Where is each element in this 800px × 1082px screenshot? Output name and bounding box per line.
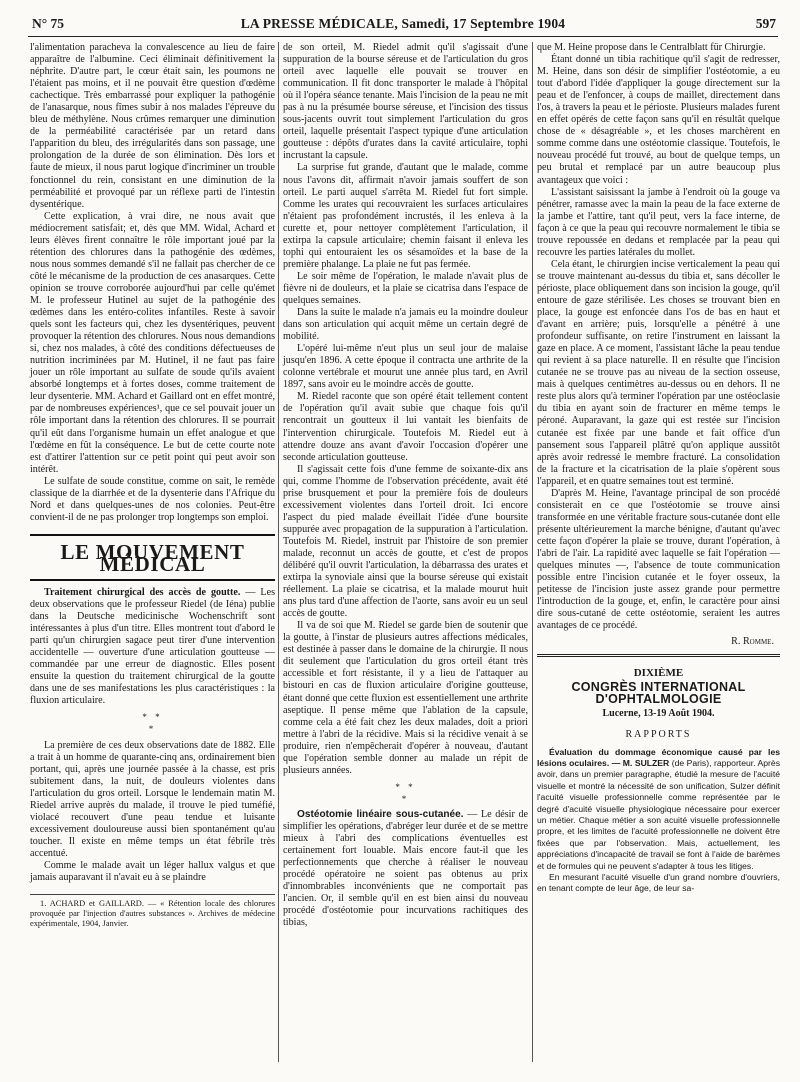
paragraph: La première de ces deux observations date de 1882. Elle a trait à un homme de quarante-cinq ans, ordinairement bien portant, qui, après une journée passée à la chasse, est pris subitement dans, la nuit, de douleurs violentes dans l'articulation du gros orteil. Lorsque le lendemain matin M. Riedel arrive auprès du malade, il trouve le pied tuméfié, violacé recouvert d'une peau tendue et luisante excessivement douloureuse aussi bien spontanément qu'au toucher. Il existe en même temps un état fébrile très accentué. (30, 739, 275, 859)
column-2 (283, 42, 528, 929)
article-title: Ostéotomie linéaire sous-cutanée. (297, 808, 464, 820)
report-text: (de Paris), rapporteur. Après avoir, dans un premier paragraphe, étudié la mesure de l'acuité visuelle et montré la nécessité de son unification, Sulzer définit l'acuité visuelle professionnelle comme représentée par le degré d'acuité visuelle physiologique nécessaire pour exercer un métier. Chaque métier a son acuité visuelle professionnelle propre, et les limites de l'acuité professionnelle ne doivent être fixées que par l'observation. Mais, actuellement, les appréciations d'incapacité de travail se font à l'aide de barèmes et de formules qui ne peuvent s'adapter à tous les litiges. (537, 757, 780, 871)
congress-number: DIXIÈME (633, 667, 684, 680)
paragraph: D'après M. Heine, l'avantage principal de son procédé consisterait en ce que l'ostéotomie se trouve ainsi transformée en une véritable fracture sous-cutanée dont elle présente ultérieurement la marche bénigne, d'autant qu'avec cette façon d'opérer la plaie se trouve, durant l'opération, à l'abri de l'air. La rapidité avec laquelle se fait l'opération — quelques minutes —, l'absence de toute communication possible entre l'incision cutanée et le foyer osseux, la petitesse de l'incision juste assez grande pour permettre l'introduction de la gouge, et, enfin, le caractère pour ainsi dire sous-cutané de cette ostéotomie, seraient les autres avantages de ce procédé. (537, 487, 780, 632)
paragraph: Cela étant, le chirurgien incise verticalement la peau qui se trouve maintenant au-dessus du tibia et, sans décoller le périoste, place obliquement dans son incision la gouge, qu'il entoure de gaze stérilisée. Les choses se trouvant bien en place, la gouge est enfoncée dans l'os de bas en haut et d'avant en arrière; puis, lorsqu'elle a pénétré à une profondeur suffisante, on retire l'instrument en laissant la gaze en place. A ce moment, l'assistant lâche la peau tendue qui revient à sa place naturelle. Il en résulte que l'incision cutanée ne se trouve pas au niveau de la section osseuse, mais à quelques centimètres au-dessus ou en dehors. Il ne reste plus alors qu'à terminer l'opération par une ostéoclasie du tibia en ayant soin de fracturer en même temps le péroné. Auparavant, la gaze qui est restée sur l'incision cutanée est fixée par une bande et fait office d'un pansement sous l'appareil plâtré qu'on applique aussitôt après avoir redressé le membre fracturé. La consolidation de la fracture et la cicatrisation de la plaie s'opèrent sous l'appareil, et en quatre semaines tout est terminé. (537, 258, 780, 487)
column-divider (532, 42, 533, 1062)
report-block (537, 747, 780, 895)
paragraph: que M. Heine propose dans le Centralblatt für Chirurgie. (537, 42, 766, 53)
paragraph: Dans la suite le malade n'a jamais eu la moindre douleur dans son articulation qui acquit même un certain degré de mobilité. (283, 307, 528, 343)
journal-title (28, 16, 778, 32)
paragraph: Étant donné un tibia rachitique qu'il s'agit de redresser, M. Heine, dans son désir de simplifier l'ostéotomie, a eu tout d'abord l'idée d'appliquer la gouge directement sur la peau et de l'enfoncer, à coups de maillet, directement dans l'os, à travers la peau et le périoste. Plusieurs malades furent en effet opérés de cette façon sans qu'il en résultât quelque chose de « désagréable », et les choses marchèrent en somme comme dans une ostéotomie classique. Toutefois, le nouveau procédé fut trouvé, au bout de quelque temps, un peu brutal et remplacé par un autre beaucoup plus avantageux que voici : (537, 54, 780, 186)
section-title: LE MOUVEMENT MÉDICAL (30, 534, 275, 581)
paragraph: Cette explication, à vrai dire, ne nous avait que médiocrement satisfait; et, dès que MM. Widal, Achard et leurs élèves firent connaître le rôle important joué par la rétention des chlorures dans la pathogénie des œdèmes, nous nous sommes demandé s'il ne fallait pas chercher de ce côté le mécanisme de la production de ces anasarques. Cette opinion se trouve corroborée aujourd'hui par celle qu'émet M. le professeur Hutinel au sujet de la pathogénie des œdèmes dans les entéro-colites infantiles. Reste à savoir quels sont les facteurs qui, chez les dysentériques, peuvent provoquer la rétention des chlorures. Nous nous demandions si, chez nos malades, à côté des conditions défectueuses de nutrition incriminées par M. Hutinel, il ne faut pas faire jouer un rôle important au sulfate de soude qu'ils avaient absorbé longtemps et à fortes doses, comme traitement de leur dysenterie. MM. Achard et Gaillard ont en effet montré, par de nombreuses expériences¹, que ce sel pouvait jouer un rôle important dans la rétention des chlorures. Il se pourrait qu'il eût dans l'organisme humain un effet analogue et que l'œdème en fût la conséquence. Le but de cette courte note est d'attirer l'attention sur ce petit point qui peut avoir son intérêt. (30, 210, 276, 475)
paragraph: M. Riedel raconte que son opéré était tellement content de l'opération qu'il avait subie que chaque fois qu'il rencontrait un goutteux il lui vantait les bienfaits de l'intervention chirurgicale. Toutefois M. Riedel eut à attendre douze ans avant d'avoir l'occasion d'opérer une seconde articulation goutteuse. (283, 391, 528, 463)
report-paragraph (537, 747, 780, 872)
paragraph: Le soir même de l'opération, le malade n'avait plus de fièvre ni de douleurs, et la plaie se cicatrisa dans l'espace de quelques semaines. (283, 270, 528, 306)
column-divider (278, 42, 279, 1062)
author-signature: R. Romme. (731, 636, 774, 648)
paragraph: de son orteil, M. Riedel admit qu'il s'agissait d'une suppuration de la bourse séreuse et de l'articulation du gros orteil avec laquelle elle pouvait se trouver en communication. Il fit donc transporter le malade à l'hôpital où il l'opéra séance tenante. Mais l'incision de la peau ne mit pas à nu la présumée bourse séreuse, et l'incision des tissus sous-jacents ouvrit tout simplement l'articulation du gros orteil, laquelle présentait l'aspect typique d'une articulation goutteuse : dépôts d'urates dans la cavité articulaire, tophi incrustant la capsule. (283, 42, 528, 162)
paragraph: La surprise fut grande, d'autant que le malade, comme nous l'avons dit, affirmait n'avoir jamais souffert de son orteil. Le parti auquel s'arrêta M. Riedel fut fort simple. Comme les urates qui recouvraient les surfaces articulaires n'étaient pas profondément incrustés, il les enleva à la curette et, pour nettoyer complètement l'articulation, il extirpa la capsule articulaire; chemin faisant il enleva les tophi qui entouraient les os sésamoïdes et la base de la première phalange. La plaie ne fut pas fermée. (283, 162, 528, 270)
subsection-title: RAPPORTS (625, 728, 692, 740)
page-number: 597 (755, 16, 776, 31)
report-title: Évaluation du dommage économique causé par les lésions oculaires. — M. SULZER (537, 746, 780, 768)
article-text: — Les deux observations que le professeur Riedel (de Iéna) publie dans la Deutsche medicinische Wochenschrift sont intéressantes à plus d'un titre. Elles montrent tout d'abord le parti qu'un chirurgien sagace peut tirer d'une intervention accidentelle — ouverture d'une articulation goutteuse — commandée par une erreur de diagnostic. Elles posent ensuite la question du traitement chirurgical de la goutte dans une de ses manifestations les plus caractéristiques : la fluxion articulaire. (30, 586, 275, 707)
paragraph: Il va de soi que M. Riedel se garde bien de soutenir que la goutte, à l'instar de plusieurs autres affections médicales, est destinée à passer dans le domaine de la chirurgie. Il nous dit seulement que l'articulation du gros orteil étant très accessible et fort résistante, il y a lieu de l'attaquer au bistouri en cas de fluxion articulaire d'origine goutteuse, étant donné que cette fluxion est essentiellement une arthrite aseptique. Il pense même que l'ablation de la capsule, comme cela a été fait chez les deux malades, doit a priori mettre à l'abri de la récidive. Mais si la récidive venait à se produire, rien n'empêcherait d'opérer à nouveau, d'autant que l'opération semble donner au malade un répit de plusieurs années. (283, 620, 528, 776)
congress-title: CONGRÈS INTERNATIONAL D'OPHTALMOLOGIE (571, 680, 746, 707)
column-3 (537, 42, 780, 895)
footnote: 1. ACHARD et GAILLARD. — « Rétention locale des chlorures provoquée par l'injection d'autres substances ». Archives de médecine expérimentale, 1904, Janvier. (30, 894, 275, 929)
section-separator: * * * (395, 781, 416, 804)
paragraph: L'opéré lui-même n'eut plus un seul jour de malaise jusqu'en 1896. A cette époque il contracta une arthrite de la colonne vertébrale et mourut une année plus tard, en Avril 1897, sans avoir eu le moindre accès de goutte. (283, 343, 528, 391)
header-rule (28, 36, 778, 37)
article-text: — Le désir de simplifier les opérations, d'abréger leur durée et de se mettre mieux à l'abri des complications éventuelles est certainement fort louable. Mais encore faut-il que les perfectionnements que cherche à réaliser le nouveau procédé opératoire ne soient pas obtenus au prix d'innombrables inconvénients que ne comportait pas l'ancien. Or, il semble qu'il en est bien ainsi du nouveau procédé d'ostéotomie pour incurvations rachitiques des tibias, (283, 808, 528, 929)
paragraph: Comme le malade avait un léger hallux valgus et que jamais auparavant il n'avait eu à se plaindre (30, 860, 275, 884)
congress-date: Lucerne, 13-19 Août 1904. (602, 708, 715, 720)
article-paragraph (283, 809, 528, 929)
report-paragraph: En mesurant l'acuité visuelle d'un grand nombre d'ouvriers, en tenant compte de leur âge, de leur sa- (537, 872, 780, 894)
article-paragraph (30, 587, 275, 707)
paragraph: Le sulfate de soude constitue, comme on sait, le remède classique de la diarrhée et de la dysenterie dans l'Afrique du Nord et dans quelques-unes de nos colonies. Peut-être convient-il de ne pas prolonger trop longtemps son emploi. (30, 475, 275, 523)
paragraph: L'assistant saisissant la jambe à l'endroit où la gouge va pénétrer, ramasse avec la main la peau de la face externe de la jambe et l'attire, tant qu'il peut, vers la face interne, de façon à ce que la peau qui recouvre normalement le tibia se trouve repoussée en dedans et remplacée par la peau qui recouvre les parties latérales du mollet. (537, 186, 780, 258)
journal-name: LA PRESSE MÉDICALE, (240, 16, 398, 31)
paragraph: Il s'agissait cette fois d'une femme de soixante-dix ans qui, comme l'homme de l'observation précédente, avait été prise brusquement et pour la première fois de douleurs excessivement violentes dans l'orteil droit. Ici encore l'aspect du pied malade éveillait l'idée d'une boursite suppurée avec propagation de la suppuration à l'articulation. Toutefois M. Riedel, instruit par l'histoire de son premier malade, reconnut un accès de goutte, et c'est de propos délibéré qu'il ouvrit l'articulation, la débarrassa des urates et extirpa la synoviale ainsi que la bourse séreuse qui existait réellement. La plaie se cicatrisa, et la malade mourut huit ans plus tard d'une affection de l'aorte, sans avoir eu un seul accès de goutte. (283, 463, 528, 620)
issue-date: Samedi, 17 Septembre 1904 (401, 16, 566, 31)
issue-number: N° 75 (32, 16, 65, 31)
column-1 (30, 42, 275, 929)
section-rule (537, 654, 780, 657)
paragraph: l'alimentation paracheva la convalescence au lieu de faire apparaître de l'albumine. Ceci éliminait définitivement la néphrite. D'autre part, le cœur était sain, les poumons ne l'étaient pas moins, et il ne pouvait être question d'œdème cachectique. Très embarrassé pour expliquer la pathogénie de l'anasarque, nous fîmes subir à nos malades l'épreuve du bleu de méthylène. Nous crûmes remarquer une diminution de la perméabilité caractérisée par un retard dans l'apparition du bleu, des irrégularités dans son passage, une prolongation de la durée de son élimination. Dès lors et faute de mieux, il nous parut logique d'incriminer un trouble fonctionnel du rein, consistant en une diminution de la perméabilité et provoqué par un réflexe parti de l'intestin dysentérique. (30, 42, 275, 210)
section-separator: * * * (142, 712, 163, 735)
article-title: Traitement chirurgical des accès de goutte. (44, 586, 241, 598)
page-header (28, 14, 778, 42)
